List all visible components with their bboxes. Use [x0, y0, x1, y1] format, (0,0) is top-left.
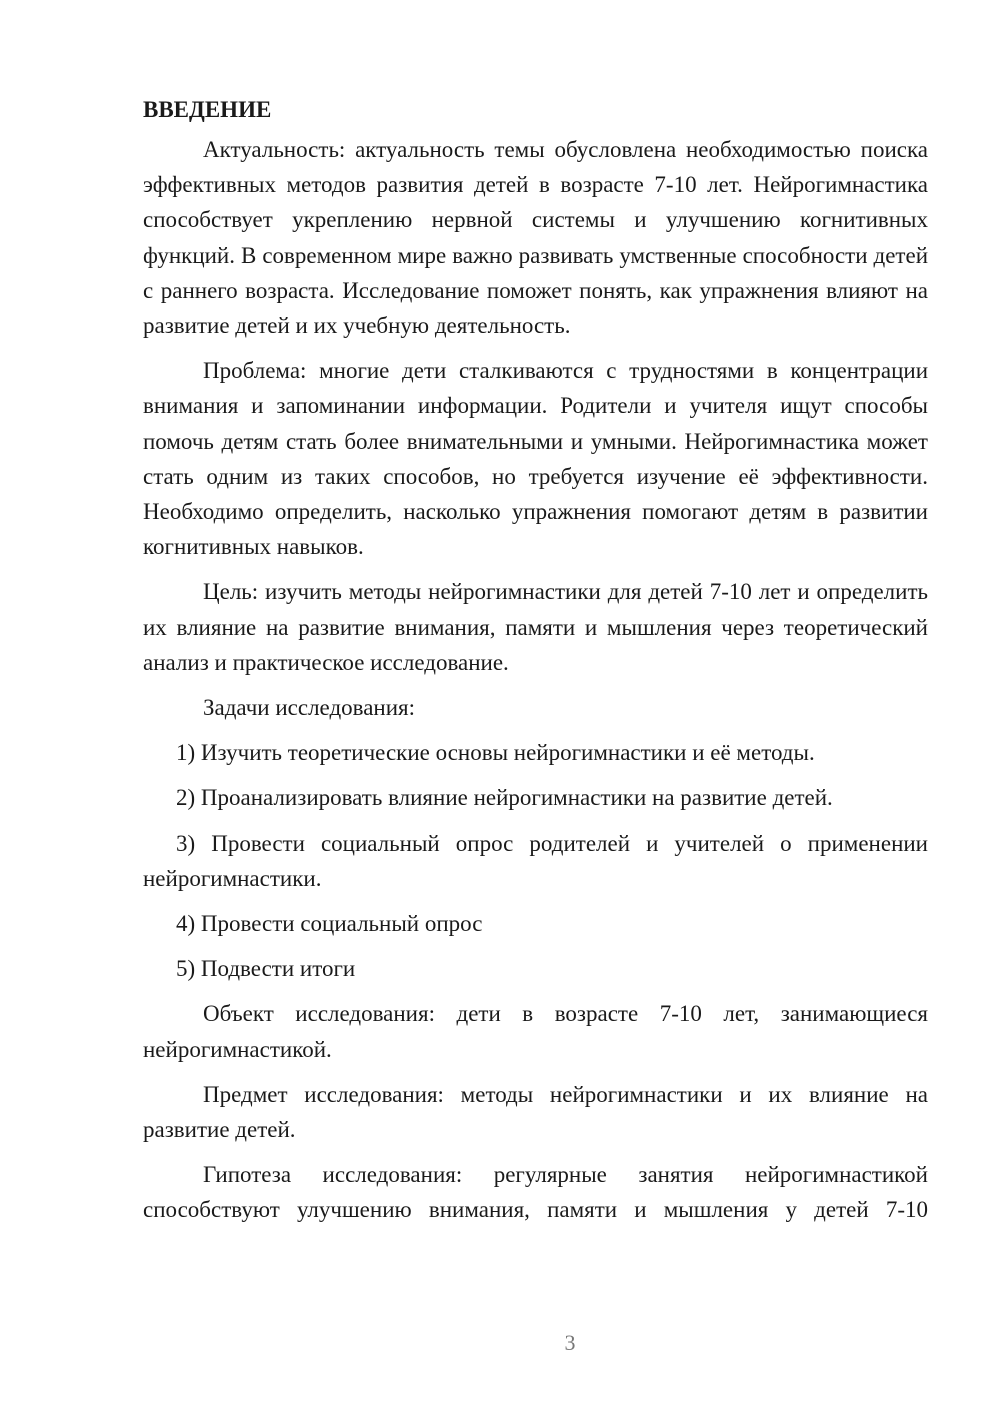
task-item-2: 2) Проанализировать влияние нейрогимнастики на развитие детей.: [176, 785, 833, 811]
tasks-heading: Задачи исследования:: [203, 695, 416, 721]
paragraph-object: Объект исследования: дети в возрасте 7-10 лет, занимающиеся нейрогимнастикой.: [143, 1001, 928, 1062]
paragraph-hypothesis: Гипотеза исследования: регулярные занятия нейрогимнастикой способствуют улучшению внимания, памяти и мышления у детей 7-10: [143, 1162, 928, 1223]
page-content: [143, 92, 928, 1238]
task-item-3: 3) Провести социальный опрос родителей и учителей о применении нейрогимнастики.: [143, 830, 928, 891]
task-item-5: 5) Подвести итоги: [176, 956, 356, 982]
page-number-footer: [70, 1328, 1000, 1358]
page-number: 3: [564, 1330, 576, 1355]
paragraph-subject: Предмет исследования: методы нейрогимнастики и их влияние на развитие детей.: [143, 1081, 928, 1143]
paragraph-problem: Проблема: многие дети сталкиваются с трудностями в концентрации внимания и запоминании информации. Родители и учителя ищут способы помочь детям стать более внимательными и умными. Нейрогимнастика может стать одним из таких способов, но требуется изучение её эффективности. Необходимо определить, насколько упражнения помогают детям в развитии когнитивных навыков.: [143, 358, 928, 560]
paragraph-goal: Цель: изучить методы нейрогимнастики для детей 7-10 лет и определить их влияние на развитие внимания, памяти и мышления через теоретический анализ и практическое исследование.: [143, 579, 928, 675]
task-item-1: 1) Изучить теоретические основы нейрогимнастики и её методы.: [176, 740, 815, 766]
section-title: ВВЕДЕНИЕ: [143, 97, 272, 122]
paragraph-relevance: Актуальность: актуальность темы обусловлена необходимостью поиска эффективных методов развития детей в возрасте 7-10 лет. Нейрогимнастика способствует укреплению нервной системы и улучшению когнитивных функций. В современном мире важно развивать умственные способности детей с раннего возраста. Исследование поможет понять, как упражнения влияют на развитие детей и их учебную деятельность.: [143, 137, 928, 339]
task-item-4: 4) Провести социальный опрос: [176, 911, 483, 937]
